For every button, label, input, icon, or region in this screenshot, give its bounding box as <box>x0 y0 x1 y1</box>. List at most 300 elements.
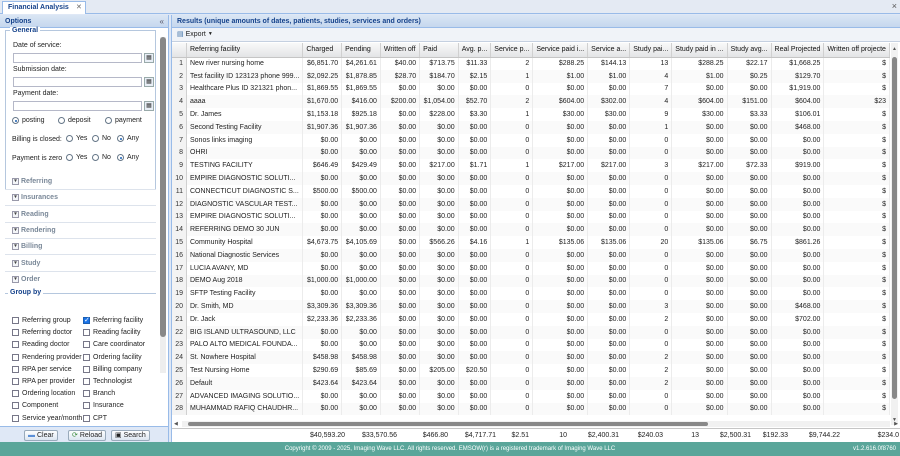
table-cell: $0.00 <box>672 83 727 96</box>
table-cell: $0.00 <box>771 211 824 224</box>
expand-icon[interactable]: ▾ <box>12 211 19 218</box>
table-cell: $288.25 <box>672 57 727 70</box>
table-cell: $0.00 <box>727 121 771 134</box>
section-billing[interactable] <box>12 243 42 250</box>
table-cell: 1 <box>491 108 533 121</box>
table-row[interactable] <box>172 108 890 121</box>
row-number: 14 <box>172 223 187 236</box>
table-cell: $217.00 <box>672 159 727 172</box>
billing-closed-yes[interactable] <box>66 135 87 142</box>
table-cell: $604.00 <box>771 95 824 108</box>
table-cell: $0.00 <box>588 83 630 96</box>
table-cell: 0 <box>491 211 533 224</box>
table-cell: $713.75 <box>420 57 459 70</box>
calendar-icon[interactable]: ▦ <box>144 77 154 87</box>
options-scroll-thumb[interactable] <box>160 37 166 337</box>
table-cell: $0.00 <box>303 249 342 262</box>
checkbox[interactable] <box>12 402 19 409</box>
options-scrollbar[interactable] <box>160 37 166 373</box>
checkbox[interactable] <box>12 341 19 348</box>
table-cell: $0.00 <box>533 172 588 185</box>
table-cell: 0 <box>491 185 533 198</box>
group-by-option[interactable] <box>83 415 107 422</box>
divider <box>5 254 156 255</box>
tab-financial-analysis[interactable] <box>2 1 86 14</box>
table-row[interactable] <box>172 172 890 185</box>
table-row[interactable] <box>172 326 890 339</box>
billing-closed-any[interactable] <box>117 135 139 142</box>
table-cell: $0.00 <box>588 185 630 198</box>
column-header[interactable]: Written off <box>380 43 419 57</box>
row-number: 26 <box>172 377 187 390</box>
checkbox[interactable] <box>83 402 90 409</box>
table-row[interactable] <box>172 95 890 108</box>
submission-date-input[interactable] <box>13 77 142 87</box>
table-row[interactable] <box>172 185 890 198</box>
table-cell: $0.00 <box>380 339 419 352</box>
radio-posting[interactable] <box>12 117 45 124</box>
table-cell: $0.00 <box>771 287 824 300</box>
table-cell: $0.00 <box>420 223 459 236</box>
checkbox[interactable] <box>83 390 90 397</box>
table-cell: $ <box>824 377 890 390</box>
table-cell: $0.00 <box>727 300 771 313</box>
table-cell: $0.00 <box>458 351 491 364</box>
table-cell: $0.00 <box>588 403 630 416</box>
table-cell: LUCIA AVANY, MD <box>187 262 303 275</box>
table-cell: $0.00 <box>727 275 771 288</box>
payzero-no-label: No <box>102 154 111 161</box>
column-header[interactable]: Written off projecte <box>824 43 890 57</box>
calendar-icon[interactable]: ▦ <box>144 53 154 63</box>
table-cell: $ <box>824 390 890 403</box>
calendar-icon[interactable]: ▦ <box>144 101 154 111</box>
table-cell: $0.00 <box>380 249 419 262</box>
section-order-label: Order <box>21 276 41 283</box>
export-icon: ▤ <box>177 31 184 38</box>
payzero-yes-dot[interactable] <box>66 154 73 161</box>
checkbox[interactable] <box>12 415 19 422</box>
table-cell: $0.00 <box>533 287 588 300</box>
table-row[interactable] <box>172 275 890 288</box>
app-footer <box>0 442 900 456</box>
table-cell: $0.00 <box>727 198 771 211</box>
column-header[interactable]: Real Projected <box>771 43 824 57</box>
total-value: $240.03 <box>637 432 663 439</box>
table-cell: $0.00 <box>420 211 459 224</box>
divider <box>5 238 156 239</box>
group-by-option[interactable] <box>83 366 142 373</box>
column-header[interactable]: Pending <box>342 43 381 57</box>
column-header[interactable]: Service a... <box>588 43 630 57</box>
table-cell: $0.00 <box>727 83 771 96</box>
table-cell: 0 <box>630 287 672 300</box>
group-by-option[interactable] <box>12 329 72 336</box>
table-cell: $0.00 <box>727 403 771 416</box>
table-cell: $0.00 <box>771 275 824 288</box>
row-number: 3 <box>172 83 187 96</box>
options-footer <box>0 426 168 442</box>
table-cell: $0.00 <box>420 377 459 390</box>
table-row[interactable] <box>172 198 890 211</box>
table-cell: $0.00 <box>420 83 459 96</box>
table-row[interactable] <box>172 377 890 390</box>
table-cell: $3,309.36 <box>303 300 342 313</box>
group-by-option[interactable] <box>12 390 75 397</box>
row-number: 6 <box>172 121 187 134</box>
radio-deposit[interactable] <box>58 117 91 124</box>
section-study[interactable] <box>12 260 40 267</box>
row-number: 21 <box>172 313 187 326</box>
table-cell: $0.00 <box>342 390 381 403</box>
group-by-option-label: RPA per provider <box>22 378 75 385</box>
group-by-option-label: Referring group <box>22 317 71 324</box>
table-row[interactable] <box>172 236 890 249</box>
group-by-option[interactable] <box>83 329 140 336</box>
search-button[interactable] <box>111 430 150 441</box>
radio-payment-dot[interactable] <box>105 117 112 124</box>
table-cell: $604.00 <box>672 95 727 108</box>
table-cell: 4 <box>630 70 672 83</box>
column-header[interactable]: Study paid in ... <box>672 43 727 57</box>
table-cell: $205.00 <box>420 364 459 377</box>
checkbox[interactable] <box>12 329 19 336</box>
table-cell: $0.00 <box>380 262 419 275</box>
group-by-option[interactable] <box>12 402 58 409</box>
payment-zero-any[interactable] <box>117 154 139 161</box>
table-cell: $0.00 <box>588 287 630 300</box>
total-value: $466.80 <box>422 432 448 439</box>
table-cell: $0.00 <box>588 134 630 147</box>
section-insurances-label: Insurances <box>21 194 58 201</box>
section-referring-label: Referring <box>21 178 53 185</box>
close-window-icon[interactable]: × <box>891 1 897 11</box>
checkbox[interactable] <box>12 317 19 324</box>
table-cell: $0.00 <box>672 275 727 288</box>
section-referring[interactable] <box>12 178 52 185</box>
billing-yes-label: Yes <box>76 135 88 142</box>
table-row[interactable] <box>172 262 890 275</box>
table-row[interactable] <box>172 83 890 96</box>
table-cell: 0 <box>630 185 672 198</box>
payzero-yes-label: Yes <box>76 154 88 161</box>
table-cell: $0.00 <box>458 339 491 352</box>
billing-closed-no[interactable] <box>92 135 111 142</box>
table-cell: $0.00 <box>380 159 419 172</box>
column-header[interactable]: Referring facility <box>187 43 303 57</box>
group-by-option[interactable] <box>83 341 145 348</box>
checkbox[interactable] <box>83 341 90 348</box>
expand-icon[interactable]: ▾ <box>12 178 19 185</box>
table-cell: $0.00 <box>380 300 419 313</box>
group-by-option[interactable] <box>83 378 132 385</box>
section-reading[interactable] <box>12 211 49 218</box>
table-cell: $0.00 <box>380 351 419 364</box>
group-by-option[interactable] <box>83 354 142 361</box>
grid-vscroll-thumb[interactable] <box>892 57 897 399</box>
table-row[interactable] <box>172 287 890 300</box>
search-label: Search <box>123 432 146 439</box>
radio-payment[interactable] <box>105 117 142 124</box>
table-cell: $1.71 <box>458 159 491 172</box>
table-cell: $ <box>824 70 890 83</box>
checkbox[interactable] <box>83 354 90 361</box>
checkbox[interactable] <box>83 415 90 422</box>
table-cell: $ <box>824 172 890 185</box>
table-cell: $0.00 <box>672 121 727 134</box>
scroll-left-icon[interactable]: ◀ <box>174 421 178 427</box>
export-button[interactable] <box>177 30 213 38</box>
expand-icon[interactable]: ▾ <box>12 194 19 201</box>
table-cell: 2 <box>630 313 672 326</box>
table-cell: $0.00 <box>380 326 419 339</box>
table-cell: Dr. Jack <box>187 313 303 326</box>
checkbox[interactable] <box>83 366 90 373</box>
group-by-option[interactable] <box>83 390 115 397</box>
table-cell: 0 <box>491 326 533 339</box>
table-row[interactable] <box>172 390 890 403</box>
group-by-option[interactable] <box>12 366 72 373</box>
checkbox[interactable] <box>12 354 19 361</box>
table-cell: 2 <box>491 95 533 108</box>
group-by-option-label: CPT <box>93 414 107 422</box>
checkbox[interactable] <box>83 317 90 324</box>
reload-button[interactable] <box>68 430 106 441</box>
table-cell: 0 <box>491 223 533 236</box>
table-cell: $0.00 <box>342 223 381 236</box>
table-cell: $0.00 <box>420 287 459 300</box>
group-by-option[interactable] <box>12 378 75 385</box>
table-cell: $0.00 <box>672 262 727 275</box>
row-number: 28 <box>172 403 187 416</box>
table-cell: 0 <box>491 351 533 364</box>
payzero-no-dot[interactable] <box>92 154 99 161</box>
column-header[interactable]: Study pai... <box>630 43 672 57</box>
group-by-option[interactable] <box>83 402 124 409</box>
table-cell: $ <box>824 313 890 326</box>
checkbox[interactable] <box>12 366 19 373</box>
radio-posting-dot[interactable] <box>12 117 19 124</box>
table-cell: 4 <box>630 95 672 108</box>
checkbox[interactable] <box>12 390 19 397</box>
table-cell: $458.98 <box>303 351 342 364</box>
section-reading-label: Reading <box>21 211 49 218</box>
payment-date-input[interactable] <box>13 101 142 111</box>
table-cell: $0.00 <box>533 262 588 275</box>
total-value: $33,570.56 <box>361 432 397 439</box>
radio-deposit-dot[interactable] <box>58 117 65 124</box>
total-value: $9,744.22 <box>808 432 840 439</box>
group-by-option-label: Referring facility <box>93 317 144 324</box>
table-cell: $0.00 <box>458 377 491 390</box>
checkbox[interactable] <box>12 378 19 385</box>
table-cell: $0.00 <box>588 249 630 262</box>
table-cell: 3 <box>630 300 672 313</box>
expand-icon[interactable]: ▾ <box>12 276 19 283</box>
table-cell: $0.00 <box>420 339 459 352</box>
date-of-service-input[interactable] <box>13 53 142 63</box>
table-row[interactable] <box>172 249 890 262</box>
table-cell: 2 <box>630 351 672 364</box>
section-insurances[interactable] <box>12 194 58 201</box>
group-by-option[interactable] <box>12 415 82 422</box>
table-cell: $290.69 <box>303 364 342 377</box>
table-cell: Dr. James <box>187 108 303 121</box>
table-row[interactable] <box>172 70 890 83</box>
table-cell: $0.00 <box>727 262 771 275</box>
table-cell: $0.00 <box>342 249 381 262</box>
column-header[interactable]: Service p... <box>491 43 533 57</box>
scroll-up-icon[interactable]: ▲ <box>892 46 897 52</box>
table-cell: $0.00 <box>588 198 630 211</box>
collapse-icon[interactable]: « <box>159 17 164 26</box>
table-cell: $0.00 <box>380 287 419 300</box>
table-cell: $0.00 <box>533 403 588 416</box>
table-cell: $1,919.00 <box>771 83 824 96</box>
total-value: $2.51 <box>511 432 529 439</box>
column-header[interactable]: Service paid i... <box>533 43 588 57</box>
table-cell: $0.00 <box>458 287 491 300</box>
table-cell: $0.00 <box>771 172 824 185</box>
table-cell: DEMO Aug 2018 <box>187 275 303 288</box>
section-study-label: Study <box>21 260 41 267</box>
scroll-right-icon[interactable]: ▶ <box>894 421 898 427</box>
expand-icon[interactable]: ▾ <box>12 227 19 234</box>
tab-title: Financial Analysis <box>8 4 69 11</box>
chevron-down-icon: ▼ <box>207 31 213 37</box>
close-tab-icon[interactable]: ✕ <box>75 4 82 11</box>
table-cell: $0.00 <box>672 249 727 262</box>
payzero-any-dot[interactable] <box>117 154 124 161</box>
grid-vertical-scrollbar[interactable] <box>891 43 898 425</box>
row-number: 24 <box>172 351 187 364</box>
group-by-option[interactable] <box>83 317 143 324</box>
table-cell: $0.00 <box>771 326 824 339</box>
grid-hscroll-thumb[interactable] <box>188 422 708 426</box>
table-cell: $0.00 <box>533 134 588 147</box>
table-row[interactable] <box>172 211 890 224</box>
table-cell: 1 <box>630 121 672 134</box>
table-row[interactable] <box>172 147 890 160</box>
table-cell: $0.00 <box>458 121 491 134</box>
total-value: $234.0 <box>877 432 899 439</box>
table-cell: Sonos links imaging <box>187 134 303 147</box>
payment-zero-yes[interactable] <box>66 154 87 161</box>
table-row[interactable] <box>172 159 890 172</box>
table-cell: 0 <box>491 121 533 134</box>
table-cell: $0.00 <box>420 313 459 326</box>
table-row[interactable] <box>172 300 890 313</box>
table-row[interactable] <box>172 223 890 236</box>
checkbox[interactable] <box>83 378 90 385</box>
table-cell: Test facility ID 123123 phone 999... <box>187 70 303 83</box>
table-cell: Second Testing Facility <box>187 121 303 134</box>
table-row[interactable] <box>172 57 890 70</box>
group-by-option[interactable] <box>12 317 71 324</box>
table-cell: $ <box>824 159 890 172</box>
table-cell: $30.00 <box>588 108 630 121</box>
table-cell: $1,000.00 <box>303 275 342 288</box>
table-row[interactable] <box>172 351 890 364</box>
table-cell: $129.70 <box>771 70 824 83</box>
table-cell: $0.00 <box>420 326 459 339</box>
table-cell: $0.00 <box>420 403 459 416</box>
group-by-option[interactable] <box>12 341 69 348</box>
table-row[interactable] <box>172 364 890 377</box>
scroll-down-icon[interactable]: ▼ <box>892 417 897 423</box>
table-cell: $0.00 <box>533 364 588 377</box>
table-cell: $4.16 <box>458 236 491 249</box>
checkbox[interactable] <box>83 329 90 336</box>
table-cell: $0.00 <box>380 121 419 134</box>
row-number: 2 <box>172 70 187 83</box>
table-cell: $0.00 <box>458 300 491 313</box>
results-table <box>172 43 890 415</box>
billing-yes-dot[interactable] <box>66 135 73 142</box>
table-cell: 0 <box>630 390 672 403</box>
row-number: 15 <box>172 236 187 249</box>
billing-no-dot[interactable] <box>92 135 99 142</box>
table-cell: $0.00 <box>533 377 588 390</box>
expand-icon[interactable]: ▾ <box>12 260 19 267</box>
table-row[interactable] <box>172 134 890 147</box>
column-header[interactable]: Study avg... <box>727 43 771 57</box>
table-cell: Healthcare Plus ID 321321 phon... <box>187 83 303 96</box>
table-cell: $22.17 <box>727 57 771 70</box>
grid-horizontal-scrollbar[interactable] <box>174 421 898 427</box>
table-cell: $646.49 <box>303 159 342 172</box>
table-cell: 0 <box>491 377 533 390</box>
totals-row <box>172 428 900 441</box>
column-header[interactable] <box>172 43 187 57</box>
group-by-option[interactable] <box>12 354 82 361</box>
column-header[interactable]: Paid <box>420 43 459 57</box>
table-cell: $0.00 <box>342 134 381 147</box>
table-row[interactable] <box>172 121 890 134</box>
clear-label: Clear <box>37 432 54 439</box>
table-cell: $0.00 <box>458 390 491 403</box>
billing-any-dot[interactable] <box>117 135 124 142</box>
table-cell: $0.25 <box>727 70 771 83</box>
table-cell: 0 <box>630 223 672 236</box>
group-by-option-label: Rendering provider <box>22 353 82 361</box>
table-cell: $0.00 <box>672 172 727 185</box>
table-cell: $ <box>824 121 890 134</box>
table-cell: $ <box>824 326 890 339</box>
table-cell: $458.98 <box>342 351 381 364</box>
table-cell: $3.33 <box>727 108 771 121</box>
clear-button[interactable] <box>24 430 58 441</box>
section-order[interactable] <box>12 276 40 283</box>
table-cell: $0.00 <box>771 185 824 198</box>
table-cell: $0.00 <box>533 147 588 160</box>
column-header[interactable]: Charged <box>303 43 342 57</box>
payment-zero-no[interactable] <box>92 154 111 161</box>
section-rendering[interactable] <box>12 227 56 234</box>
column-header[interactable]: Avg. p... <box>458 43 491 57</box>
table-row[interactable] <box>172 339 890 352</box>
table-cell: 0 <box>491 198 533 211</box>
table-cell: $0.00 <box>672 134 727 147</box>
billing-any-label: Any <box>127 135 140 142</box>
row-number: 8 <box>172 147 187 160</box>
expand-icon[interactable]: ▾ <box>12 243 19 250</box>
table-cell: $0.00 <box>533 83 588 96</box>
table-row[interactable] <box>172 313 890 326</box>
table-cell: $0.00 <box>588 364 630 377</box>
table-row[interactable] <box>172 403 890 416</box>
table-cell: $217.00 <box>588 159 630 172</box>
